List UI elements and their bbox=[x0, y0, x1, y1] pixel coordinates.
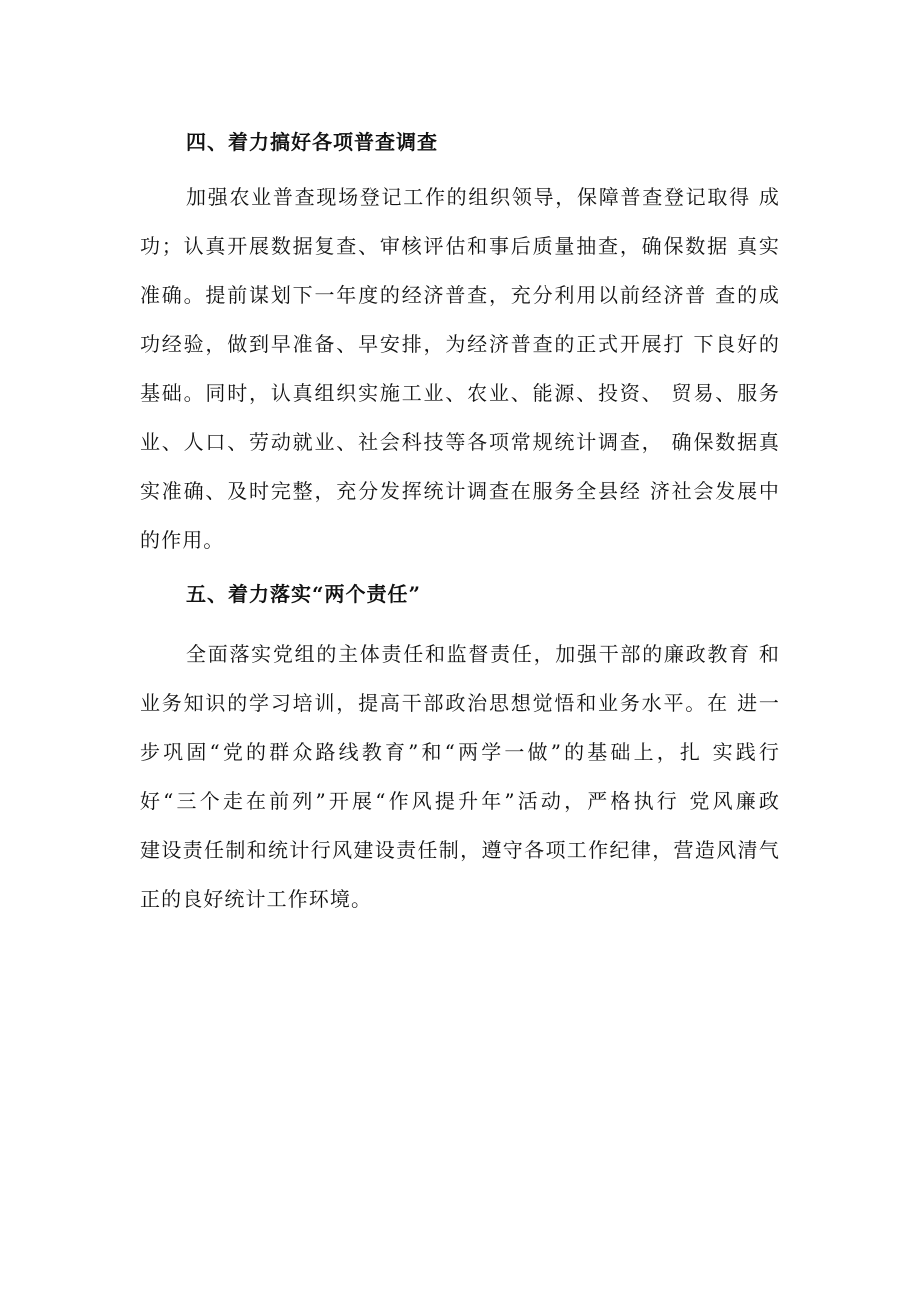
paragraph-line: 业、人口、劳动就业、社会科技等各项常规统计调查， 确保数据真 bbox=[140, 430, 780, 454]
paragraph-line: 步巩固“党的群众路线教育”和“两学一做”的基础上，扎 实践行 bbox=[140, 740, 780, 764]
paragraph-line: 功；认真开展数据复查、审核评估和事后质量抽查，确保数据 真实 bbox=[140, 234, 780, 258]
paragraph-line: 实准确、及时完整，充分发挥统计调查在服务全县经 济社会发展中 bbox=[140, 479, 780, 503]
paragraph-line: 基础。同时，认真组织实施工业、农业、能源、投资、 贸易、服务 bbox=[140, 381, 780, 405]
section-paragraph-4 bbox=[140, 185, 780, 577]
paragraph-line: 的作用。 bbox=[140, 528, 225, 552]
section-paragraph-5 bbox=[140, 642, 780, 936]
paragraph-line: 加强农业普查现场登记工作的组织领导，保障普查登记取得 成 bbox=[186, 185, 780, 209]
paragraph-line: 业务知识的学习培训，提高干部政治思想觉悟和业务水平。在 进一 bbox=[140, 691, 780, 715]
paragraph-line: 准确。提前谋划下一年度的经济普查，充分利用以前经济普 查的成 bbox=[140, 283, 780, 307]
paragraph-line: 好“三个走在前列”开展“作风提升年”活动，严格执行 党风廉政 bbox=[140, 789, 780, 813]
paragraph-line: 全面落实党组的主体责任和监督责任，加强干部的廉政教育 和 bbox=[186, 642, 780, 666]
section-heading-5: 五、着力落实“两个责任” bbox=[186, 582, 422, 606]
paragraph-line: 正的良好统计工作环境。 bbox=[140, 887, 373, 911]
section-heading-4: 四、着力搞好各项普查调查 bbox=[186, 130, 438, 154]
paragraph-line: 建设责任制和统计行风建设责任制，遵守各项工作纪律，营造风清气 bbox=[140, 838, 780, 862]
paragraph-line: 功经验，做到早准备、早安排，为经济普查的正式开展打 下良好的 bbox=[140, 332, 780, 356]
